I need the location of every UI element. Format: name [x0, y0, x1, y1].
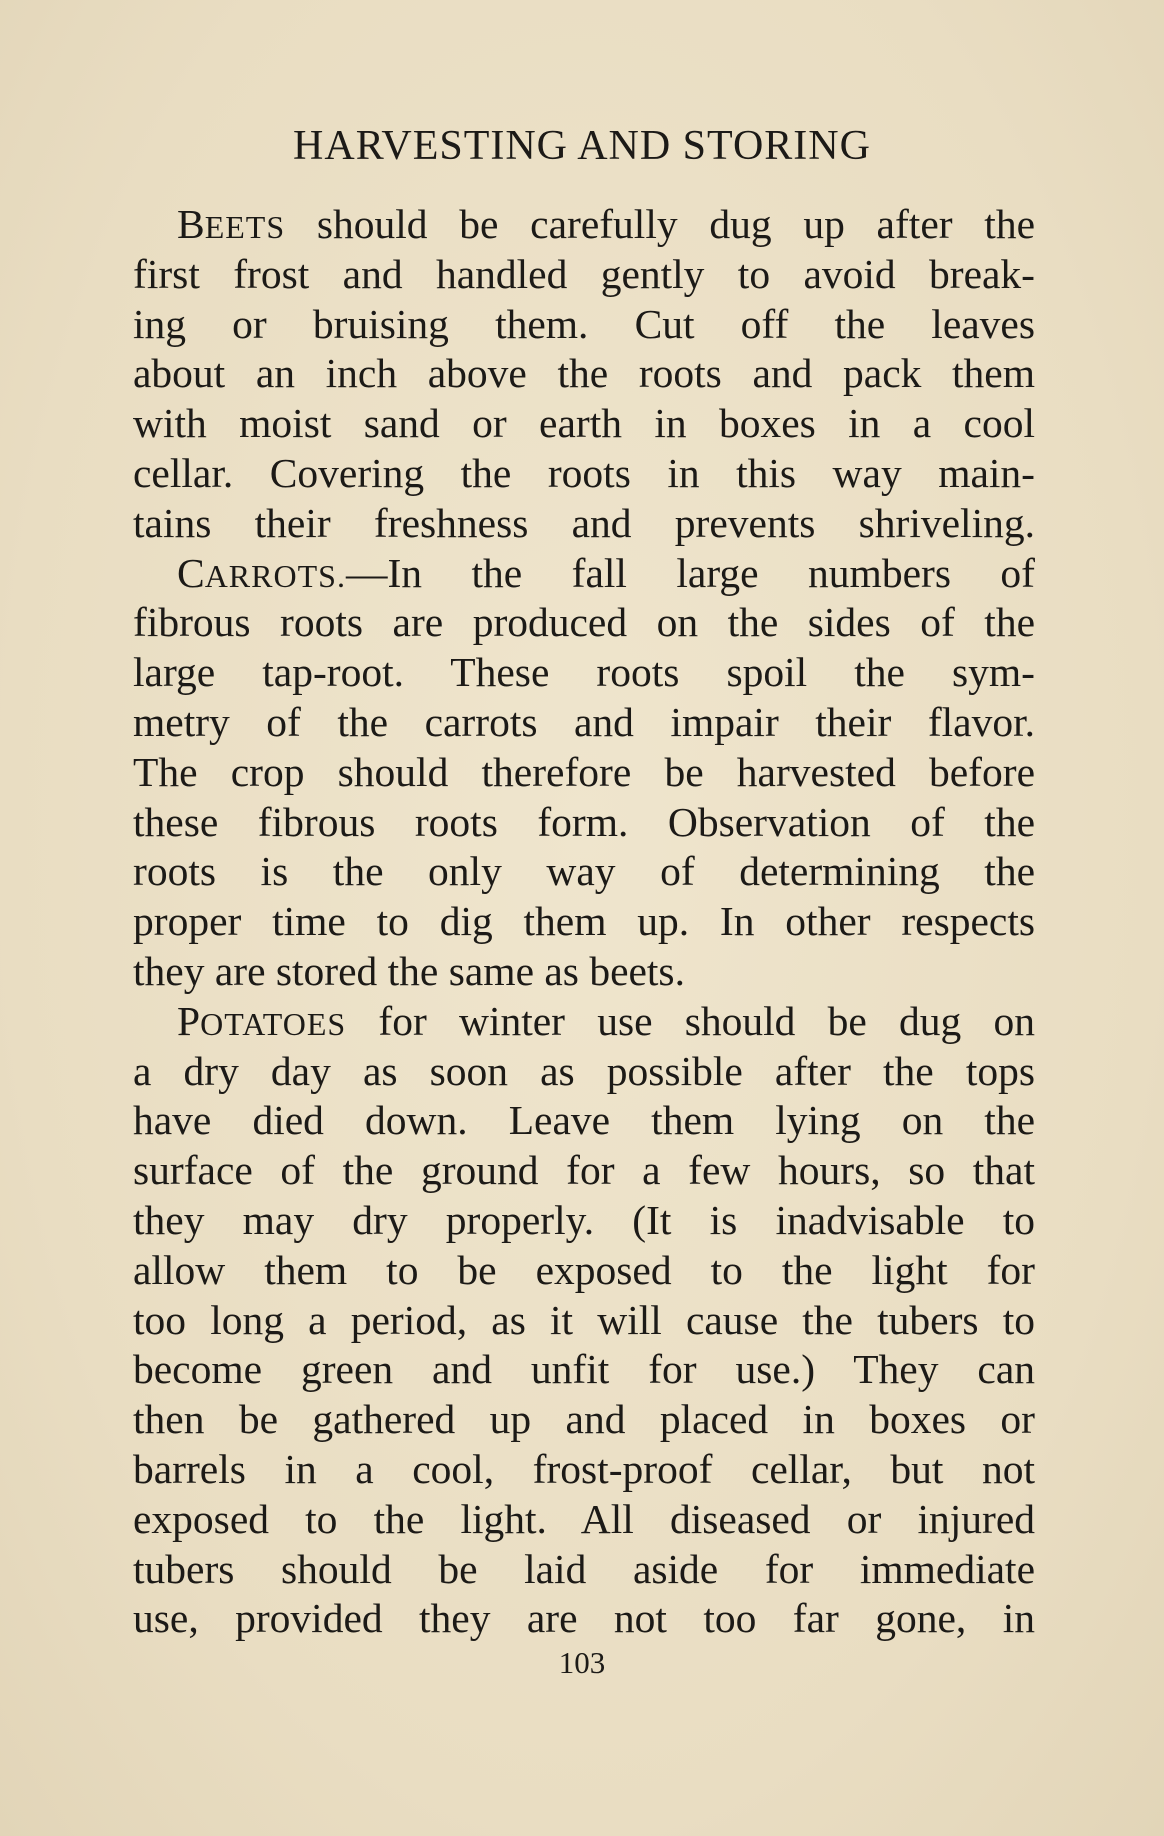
- lead-word-initial: B: [177, 201, 205, 247]
- lead-word-small-caps: EETS: [204, 209, 286, 245]
- paragraph-carrots-line: these fibrous roots form. Observation of the: [133, 798, 1035, 845]
- paragraph-potatoes-line: surface of the ground for a few hours, so that: [133, 1147, 1035, 1194]
- lead-word-small-caps: ARROTS.: [204, 557, 346, 594]
- paragraph-beets-line: first frost and handled gently to avoid break-: [133, 250, 1035, 297]
- paragraph-beets-line: about an inch above the roots and pack them: [133, 350, 1035, 397]
- paragraph-potatoes-line: [133, 997, 1035, 1047]
- lead-word-initial: C: [177, 549, 205, 596]
- paragraph-beets-line: tains their freshness and prevents shriveling.: [133, 499, 1035, 546]
- paragraph-carrots-line: [133, 549, 1035, 599]
- page-number: 103: [558, 1645, 606, 1680]
- line-text: —In the fall large numbers of: [345, 549, 1035, 596]
- paragraph-potatoes-line: become green and unfit for use.) They can: [133, 1346, 1035, 1393]
- paragraph-beets-line: with moist sand or earth in boxes in a cool: [133, 400, 1035, 447]
- paragraph-carrots-line: they are stored the same as beets.: [133, 947, 685, 994]
- paragraph-beets-line: cellar. Covering the roots in this way main-: [133, 449, 1035, 496]
- paragraph-potatoes-line: use, provided they are not too far gone, in: [133, 1595, 1035, 1642]
- line-text: for winter use should be dug on: [346, 997, 1035, 1044]
- paragraph-potatoes-line: a dry day as soon as possible after the tops: [133, 1047, 1035, 1094]
- paragraph-carrots-line: fibrous roots are produced on the sides of the: [133, 599, 1035, 646]
- paragraph-beets-line: [133, 200, 1035, 250]
- paragraph-carrots-line: metry of the carrots and impair their flavor.: [133, 698, 1035, 745]
- paragraph-potatoes-line: barrels in a cool, frost-proof cellar, but not: [133, 1445, 1035, 1492]
- paragraph-carrots-line: large tap-root. These roots spoil the sym-: [133, 649, 1035, 696]
- paragraph-carrots-line: proper time to dig them up. In other respects: [133, 898, 1035, 945]
- paragraph-potatoes-line: they may dry properly. (It is inadvisable to: [133, 1196, 1035, 1243]
- running-head: HARVESTING AND STORING: [293, 123, 871, 169]
- paragraph-potatoes-line: exposed to the light. All diseased or injured: [133, 1495, 1035, 1542]
- lead-word-small-caps: OTATOES: [200, 1005, 347, 1042]
- lead-word-initial: P: [177, 997, 201, 1044]
- paragraph-potatoes-line: too long a period, as it will cause the tubers to: [133, 1296, 1035, 1343]
- paragraph-beets-line: ing or bruising them. Cut off the leaves: [133, 300, 1035, 347]
- paragraph-potatoes-line: tubers should be laid aside for immediate: [133, 1545, 1035, 1592]
- body-text: [133, 200, 1035, 1644]
- paragraph-potatoes-line: have died down. Leave them lying on the: [133, 1097, 1035, 1144]
- paragraph-carrots-line: roots is the only way of determining the: [133, 848, 1035, 895]
- line-text: should be carefully dug up after the: [285, 201, 1035, 247]
- paragraph-potatoes-line: then be gathered up and placed in boxes or: [133, 1396, 1035, 1443]
- paragraph-potatoes-line: allow them to be exposed to the light for: [133, 1246, 1035, 1293]
- paragraph-carrots-line: The crop should therefore be harvested before: [133, 748, 1035, 795]
